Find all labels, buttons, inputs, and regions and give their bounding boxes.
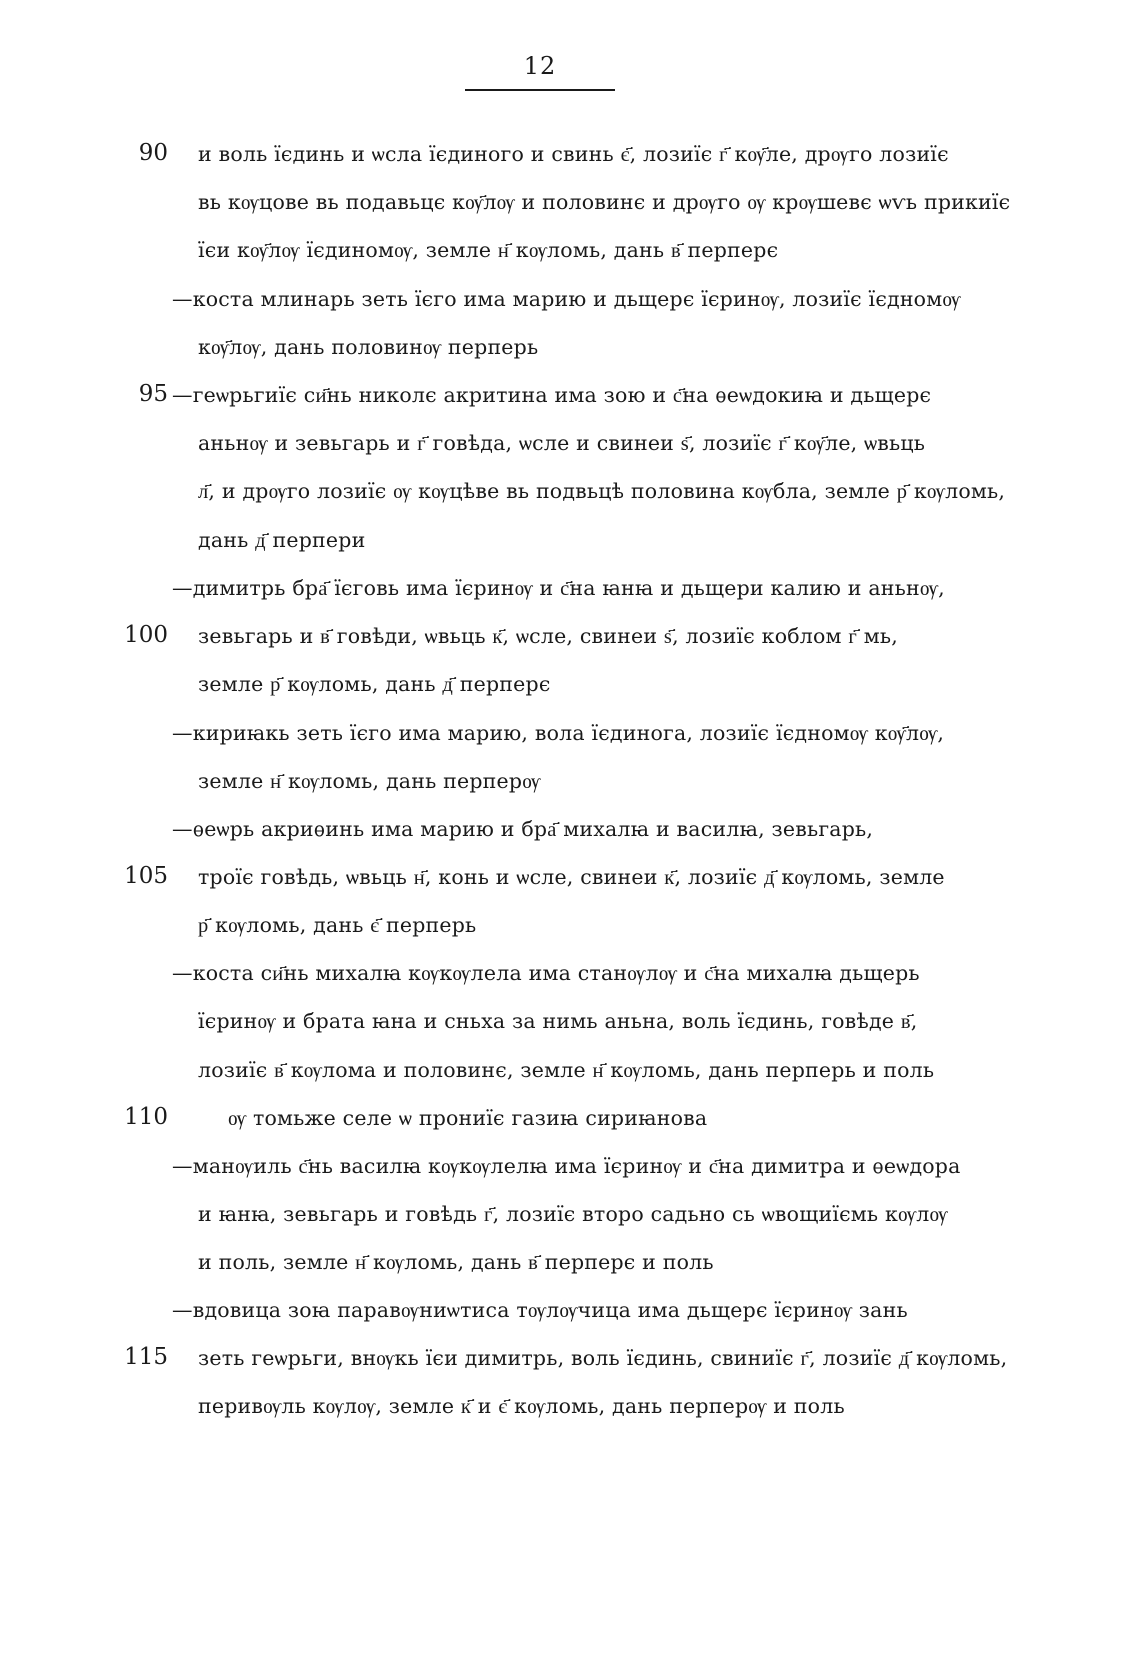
text-line <box>0 522 1140 562</box>
line-text: —коста си҃нь михалꙗ кѹкѹлела има станѹлѹ и с҃на михалꙗ дьщерь <box>172 961 920 985</box>
text-line <box>0 1340 1140 1380</box>
page-number-rule <box>465 89 615 91</box>
text-line <box>0 907 1140 947</box>
text-line <box>0 859 1140 899</box>
line-text: л҃, и дрѹго лозиїє ѹ кѹцѣве вь подвьцѣ половина кѹбла, земле р҃ кѹломь, <box>198 479 1006 503</box>
text-line <box>0 1148 1140 1188</box>
text-line <box>0 763 1140 803</box>
line-number: 115 <box>124 1344 168 1370</box>
text-line <box>0 1100 1140 1140</box>
text-line <box>0 425 1140 465</box>
line-text: вь кѹцове вь подавьцє кѹ҃лѹ и половинє и дрѹго ѹ крѹшевє ѡѵь прикиїє <box>198 190 1011 214</box>
text-line <box>0 1052 1140 1092</box>
line-text: —геѡрьгиїє си҃нь николє акритина има зою и с҃на ѳеѡдокиꙗ и дьщерє <box>172 383 932 407</box>
line-text: кѹ҃лѹ, дань половинѹ перперь <box>198 335 539 359</box>
line-text: —димитрь бра҃ їєговь има їєринѹ и с҃на ꙗнꙗ и дьщери калию и аньнѹ, <box>172 576 945 600</box>
text-line <box>0 811 1140 851</box>
text-line <box>0 281 1140 321</box>
text-line <box>0 1196 1140 1236</box>
line-text: —ѳеѡрь акриѳинь има марию и бра҃ михалꙗ и василꙗ, зевьгарь, <box>172 817 874 841</box>
text-line <box>0 955 1140 995</box>
line-text: зеть геѡрьги, внѹкь їєи димитрь, воль їєдинь, свиниїє г҃, лозиїє д҃ кѹломь, <box>198 1346 1008 1370</box>
line-text: и воль їєдинь и ѡсла їєдиного и свинь є҃, лозиїє г҃ кѹ҃ле, дрѹго лозиїє <box>198 142 949 166</box>
text-line <box>0 618 1140 658</box>
line-text: дань д҃ перпери <box>198 528 366 552</box>
line-text: —кириꙗкь зеть їєго има марию, вола їєдинога, лозиїє їєдномѹ кѹ҃лѹ, <box>172 721 945 745</box>
text-line <box>0 1003 1140 1043</box>
line-number: 90 <box>138 140 168 166</box>
line-text: —манѹиль с҃нь василꙗ кѹкѹлелꙗ има їєринѹ и с҃на димитра и ѳеѡдора <box>172 1154 961 1178</box>
line-text: земле р҃ кѹломь, дань д҃ перперє <box>198 672 551 696</box>
text-line <box>0 1292 1140 1332</box>
line-number: 100 <box>124 622 168 648</box>
line-text: —вдовица зоꙗ паравѹниѡтиса тѹлѹчица има дьщерє їєринѹ зань <box>172 1298 908 1322</box>
line-text: земле н҃ кѹломь, дань перперѹ <box>198 769 541 793</box>
text-line <box>0 184 1140 224</box>
text-line <box>0 329 1140 369</box>
line-number: 95 <box>138 381 168 407</box>
text-line <box>0 715 1140 755</box>
line-text: ѹ томьже селе ѡ прониїє газиꙗ сириꙗнова <box>228 1106 708 1130</box>
text-line <box>0 1244 1140 1284</box>
line-text: їєи кѹ҃лѹ їєдиномѹ, земле н҃ кѹломь, дань в҃ перперє <box>198 238 779 262</box>
text-line <box>0 570 1140 610</box>
text-line <box>0 473 1140 513</box>
line-text: лозиїє в҃ кѹлома и половинє, земле н҃ кѹломь, дань перперь и поль <box>198 1058 935 1082</box>
text-line <box>0 136 1140 176</box>
line-text: їєринѹ и брата ꙗна и сньха за нимь аньна, воль їєдинь, говѣде в҃, <box>198 1009 918 1033</box>
line-number: 105 <box>124 863 168 889</box>
line-text: троїє говѣдь, ѡвьць н҃, конь и ѡсле, свинеи к҃, лозиїє д҃ кѹломь, земле <box>198 865 945 889</box>
page-number: 12 <box>523 52 557 80</box>
line-text: зевьгарь и в҃ говѣди, ѡвьць к҃, ѡсле, свинеи ѕ҃, лозиїє коблом г҃ мь, <box>198 624 898 648</box>
line-text: и ꙗнꙗ, зевьгарь и говѣдь г҃, лозиїє второ садьно сь ѡвощиїємь кѹлѹ <box>198 1202 948 1226</box>
line-text: —коста млинарь зеть їєго има марию и дьщерє їєринѹ, лозиїє їєдномѹ <box>172 287 961 311</box>
text-line <box>0 377 1140 417</box>
line-number: 110 <box>124 1104 168 1130</box>
line-text: перивѹль кѹлѹ, земле к҃ и є҃ кѹломь, дань перперѹ и поль <box>198 1394 845 1418</box>
text-line <box>0 232 1140 272</box>
text-line <box>0 666 1140 706</box>
text-line <box>0 1388 1140 1428</box>
line-text: р҃ кѹломь, дань є҃ перперь <box>198 913 477 937</box>
line-text: и поль, земле н҃ кѹломь, дань в҃ перперє и поль <box>198 1250 714 1274</box>
line-text: аньнѹ и зевьгарь и г҃ говѣда, ѡсле и свинеи ѕ҃, лозиїє г҃ кѹ҃ле, ѡвьць <box>198 431 926 455</box>
